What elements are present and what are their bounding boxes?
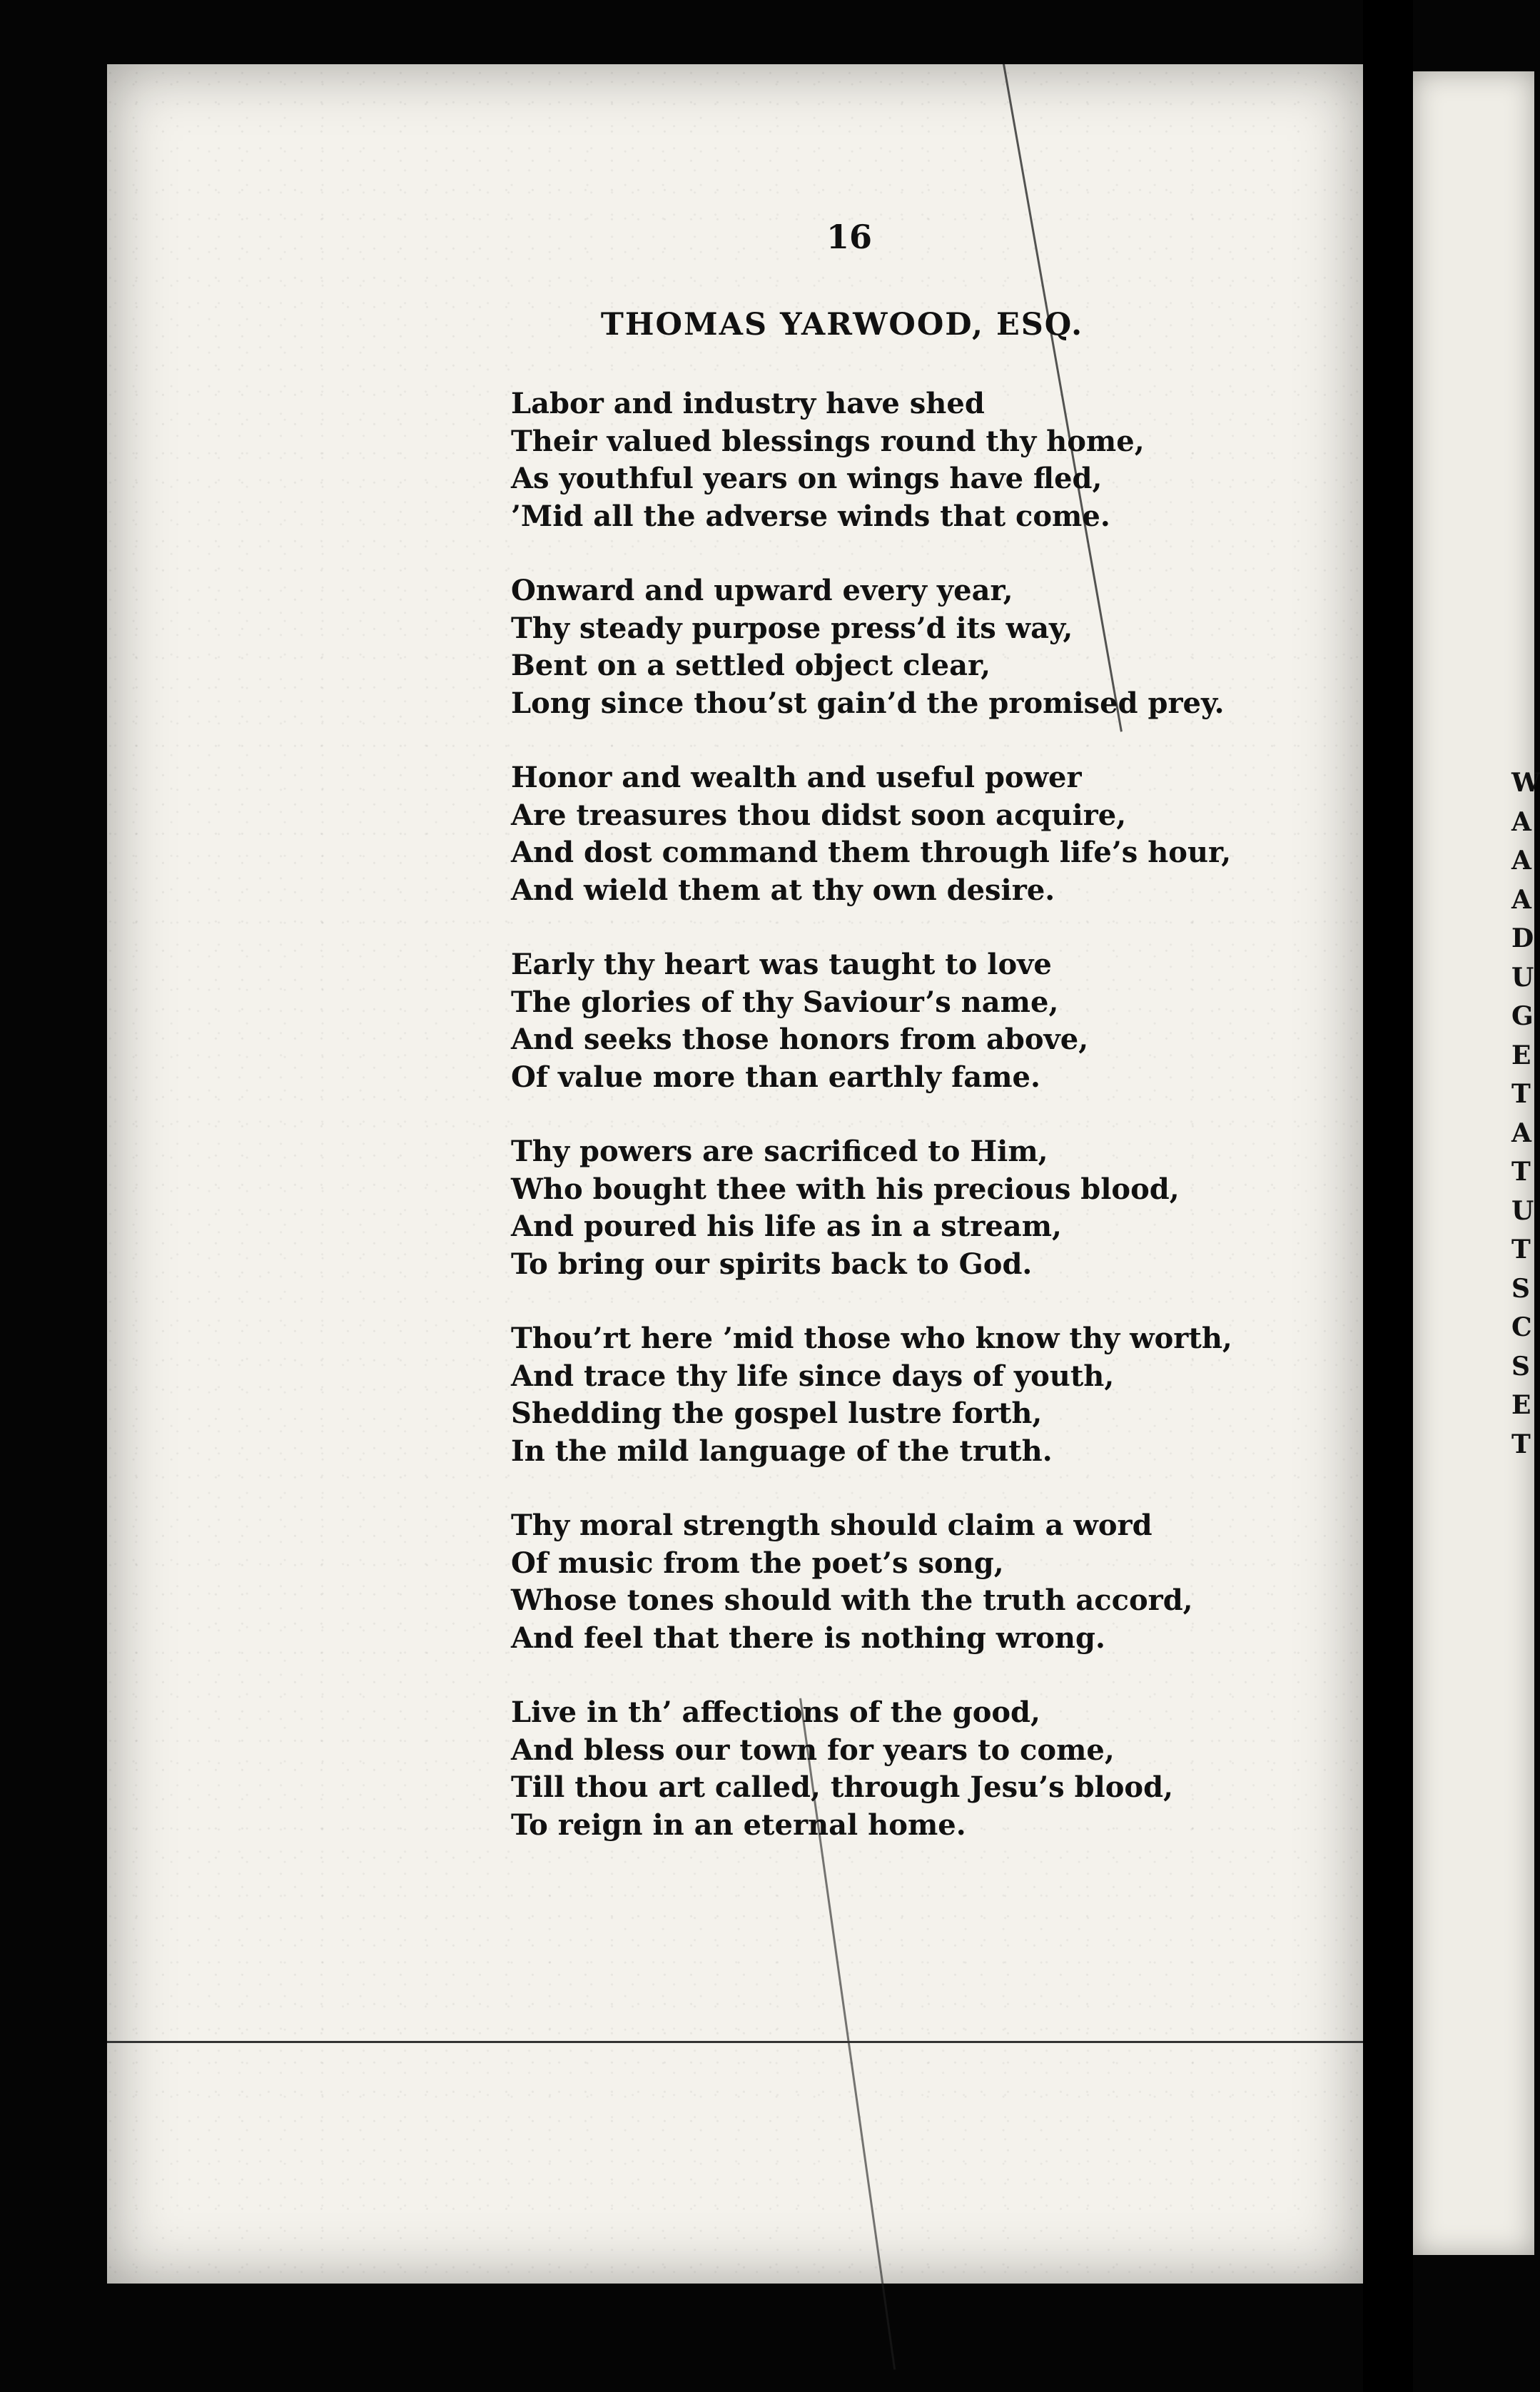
facing-page-letter: U bbox=[1511, 1195, 1534, 1226]
poem-line: Long since thou’st gain’d the promised prey. bbox=[511, 686, 1225, 720]
stanza bbox=[511, 946, 1232, 1096]
poem-line: The glories of thy Saviour’s name, bbox=[511, 985, 1059, 1019]
poem-line: As youthful years on wings have fled, bbox=[511, 462, 1103, 495]
stanza bbox=[511, 1694, 1232, 1844]
facing-page-letter: E bbox=[1511, 1390, 1531, 1420]
poem-line: Labor and industry have shed bbox=[511, 387, 985, 420]
page-bottom-rule bbox=[107, 2041, 1363, 2043]
stanza bbox=[511, 385, 1232, 535]
poem-line: Whose tones should with the truth accord, bbox=[511, 1583, 1193, 1617]
facing-page-letter: G bbox=[1511, 1001, 1534, 1031]
stanza bbox=[511, 759, 1232, 909]
poem-title: THOMAS YARWOOD, ESQ. bbox=[600, 307, 1084, 343]
facing-page-letter: A bbox=[1511, 884, 1531, 915]
poem-line: And feel that there is nothing wrong. bbox=[511, 1621, 1105, 1655]
poem-line: Thy powers are sacrificed to Him, bbox=[511, 1135, 1048, 1168]
poem-line: To bring our spirits back to God. bbox=[511, 1247, 1033, 1281]
stanza bbox=[511, 1507, 1232, 1657]
facing-page-letter: S bbox=[1511, 1351, 1530, 1382]
poem-line: Bent on a settled object clear, bbox=[511, 649, 991, 682]
poem-line: And wield them at thy own desire. bbox=[511, 873, 1055, 907]
poem-body bbox=[511, 385, 1232, 1881]
facing-page-letter: T bbox=[1511, 1157, 1531, 1187]
facing-page-initials bbox=[1511, 764, 1540, 1464]
poem-line: Who bought thee with his precious blood, bbox=[511, 1172, 1180, 1206]
facing-page-letter: C bbox=[1511, 1312, 1532, 1342]
poem-line: Their valued blessings round thy home, bbox=[511, 424, 1145, 458]
poem-line: And trace thy life since days of youth, bbox=[511, 1359, 1115, 1393]
stanza bbox=[511, 572, 1232, 722]
poem-line: Thy steady purpose press’d its way, bbox=[511, 611, 1073, 645]
poem-line: And poured his life as in a stream, bbox=[511, 1210, 1062, 1243]
poem-line: ’Mid all the adverse winds that come. bbox=[511, 499, 1110, 533]
facing-page-letter: S bbox=[1511, 1273, 1530, 1304]
poem-line: Early thy heart was taught to love bbox=[511, 948, 1052, 981]
stanza bbox=[511, 1320, 1232, 1470]
facing-page-letter: T bbox=[1511, 1079, 1531, 1109]
facing-page-letter: U bbox=[1511, 962, 1534, 993]
poem-line: Live in th’ affections of the good, bbox=[511, 1696, 1040, 1729]
poem-line: Onward and upward every year, bbox=[511, 574, 1013, 607]
facing-page-letter: A bbox=[1511, 1118, 1531, 1148]
poem-line: In the mild language of the truth. bbox=[511, 1434, 1053, 1468]
facing-page-letter: T bbox=[1511, 1235, 1531, 1265]
page-number: 16 bbox=[826, 218, 872, 256]
poem-line: Of value more than earthly fame. bbox=[511, 1060, 1040, 1094]
poem-line: And seeks those honors from above, bbox=[511, 1023, 1089, 1056]
book-gutter bbox=[1363, 0, 1413, 2392]
poem-line: Thy moral strength should claim a word bbox=[511, 1509, 1153, 1542]
poem-line: And bless our town for years to come, bbox=[511, 1733, 1115, 1767]
poem-line: Till thou art called, through Jesu’s blood, bbox=[511, 1770, 1173, 1804]
poem-line: Shedding the gospel lustre forth, bbox=[511, 1397, 1043, 1430]
facing-page-letter: A bbox=[1511, 846, 1531, 876]
poem-line: To reign in an eternal home. bbox=[511, 1808, 966, 1842]
poem-line: Honor and wealth and useful power bbox=[511, 761, 1082, 794]
stanza bbox=[511, 1133, 1232, 1283]
facing-page-letter: E bbox=[1511, 1040, 1531, 1070]
facing-page-letter: D bbox=[1511, 923, 1534, 953]
facing-page-letter: A bbox=[1511, 806, 1531, 837]
poem-line: Thou’rt here ’mid those who know thy worth, bbox=[511, 1322, 1232, 1355]
facing-page-letter: T bbox=[1511, 1429, 1531, 1459]
facing-page-letter: W bbox=[1511, 768, 1540, 798]
poem-line: And dost command them through life’s hour, bbox=[511, 836, 1232, 869]
poem-line: Are treasures thou didst soon acquire, bbox=[511, 798, 1127, 832]
poem-line: Of music from the poet’s song, bbox=[511, 1546, 1004, 1580]
